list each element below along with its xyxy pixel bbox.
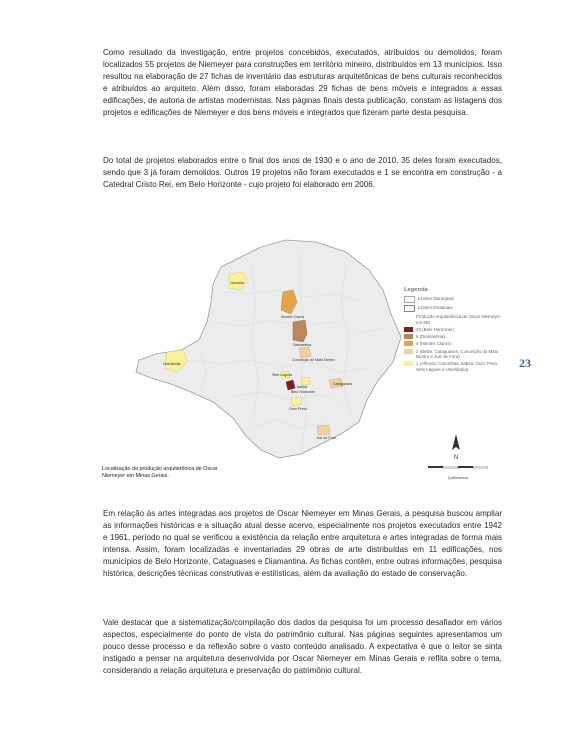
legend-row-item (404, 349, 504, 360)
city-label-ouro-preto: Ouro Preto (289, 407, 307, 411)
scale-bar-graphic (428, 466, 488, 471)
legend-label-item: 4 (Montes Claros) (416, 341, 451, 347)
legend-row-state (404, 305, 504, 312)
city-label-januaria: Januária (230, 281, 244, 285)
legend-title: Legenda (404, 287, 428, 293)
city-label-conceicao: Conceição do Mato Dentro (292, 358, 335, 362)
paragraph-3: Em relação às artes integradas aos projetos de Oscar Niemeyer em Minas Gerais, a pesquisa buscou ampliar as informações históricas e a situação atual desse acervo, especialmente nos projetos executados entre 1942 e 1961, período no qual se verificou a existência da relação entre arquitetura e artes integradas de forma mais intensa. Assim, foram localizadas e inventariadas 29 obras de arte distribuídas em 11 edificações, nos municípios de Belo Horizonte, Cataguases e Diamantina. As fichas contêm, entre outras informações, pesquisa histórica, descrições técnicas construtivas e estilísticas, além da avaliação do estado de conservação. (103, 509, 502, 579)
legend-label-item: 6 (Diamantina) (416, 334, 445, 340)
paragraph-2: Do total de projetos elaborados entre o final dos anos de 1930 e o ano de 2010, 35 deles foram executados, sendo que 3 já foram demolidos. Outros 19 projetos não foram executados e 1 se encontra em construção - a Catedral Cristo Rei, em Belo Horizonte - cujo projeto foi elaborado em 2006. (103, 156, 502, 190)
legend-swatch-municipal (404, 296, 415, 303)
legend-swatch-item (404, 327, 413, 332)
city-label-sete-lagoas: Sete Lagoas (272, 373, 293, 377)
city-label-uberlandia: Uberlândia (163, 362, 181, 366)
legend-swatch-item (404, 341, 413, 346)
legend-production-heading: Produção arquitetônica de Oscar Niemeyer em MG (416, 314, 501, 325)
scale-label: Quilômetros (447, 476, 469, 480)
city-label-diamantina: Diamantina (293, 343, 312, 347)
map-figure (101, 222, 503, 497)
map-caption: Localização da produção arquitetônica de Oscar Niemeyer em Minas Gerais. (102, 466, 218, 479)
legend-row-municipal (404, 296, 504, 303)
city-label-juiz-de-fora: Juiz de Fora (316, 436, 336, 440)
legend-row-item (404, 327, 504, 332)
page-number: 23 (519, 356, 531, 370)
city-label-itabira: Itabira (297, 385, 307, 389)
legend-row-item (404, 341, 504, 346)
legend-row-item (404, 361, 504, 372)
legend-row-item (404, 334, 504, 339)
state-outline (136, 240, 401, 458)
map-legend (404, 288, 504, 374)
legend-swatch-state (404, 305, 415, 312)
city-label-cataguases: Cataguases (333, 382, 353, 386)
municipality-conceicao (299, 347, 311, 358)
city-label-montes-claros: Montes Claros (281, 315, 305, 319)
paragraph-4: Vale destacar que a sistematização/compilação dos dados da pesquisa foi um processo desafiador em vários aspectos, especialmente do ponto de vista do patrimônio cultural. Nas páginas seguintes apresentamos um pouco desse processo e da reflexão sobre o vasto conteúdo analisado. A expectativa é que o leitor se sinta instigado a pensar na arquitetura desenvolvida por Oscar Niemeyer em Minas Gerais e reflita sobre o tema, considerando a relação arquitetura e preservação do patrimônio cultural. (103, 618, 502, 676)
legend-swatch-item (404, 349, 413, 354)
legend-label-state: Limites Estaduais (418, 305, 453, 311)
scale-bar (428, 458, 488, 480)
legend-label-item: 23 (Belo Horizonte) (416, 326, 454, 332)
legend-swatch-item (404, 334, 413, 339)
municipality-itabira (301, 377, 310, 385)
paragraph-1: Como resultado da investigação, entre projetos concebidos, executados, atribuídos ou demolidos, foram localizados 55 projetos de Niemeyer para construções em território mineiro, distribuídos em 13 municípios. Isso resultou na elaboração de 27 fichas de inventário das estruturas arquitetônicas de bens culturais reconhecidos e atribuídos ao arquiteto. Além disso, foram elaboradas 29 fichas de bens móveis e integrados a essas edificações, de autoria de artistas modernistas. Nas páginas finais desta publicação, constam as listagens dos projetos e edificações de Niemeyer e dos bens móveis e integrados que fizeram parte desta pesquisa. (103, 48, 502, 118)
municipality-juiz-de-fora (317, 425, 330, 435)
legend-label-item: 1 (Alfenas, Carumbas, Itabira, Ouro Preto, Sete Lagoas e Uberlândia) (416, 361, 499, 372)
legend-label-item: 2 (Belim, Cataguases, Conceição do Mato Dentro e Juiz de Fora) (416, 348, 499, 360)
legend-swatch-item (404, 361, 413, 366)
north-label: N (453, 455, 459, 461)
legend-label-municipal: Limites Municipais (418, 296, 454, 302)
city-label-belo-horizonte: Belo Horizonte (291, 390, 315, 394)
